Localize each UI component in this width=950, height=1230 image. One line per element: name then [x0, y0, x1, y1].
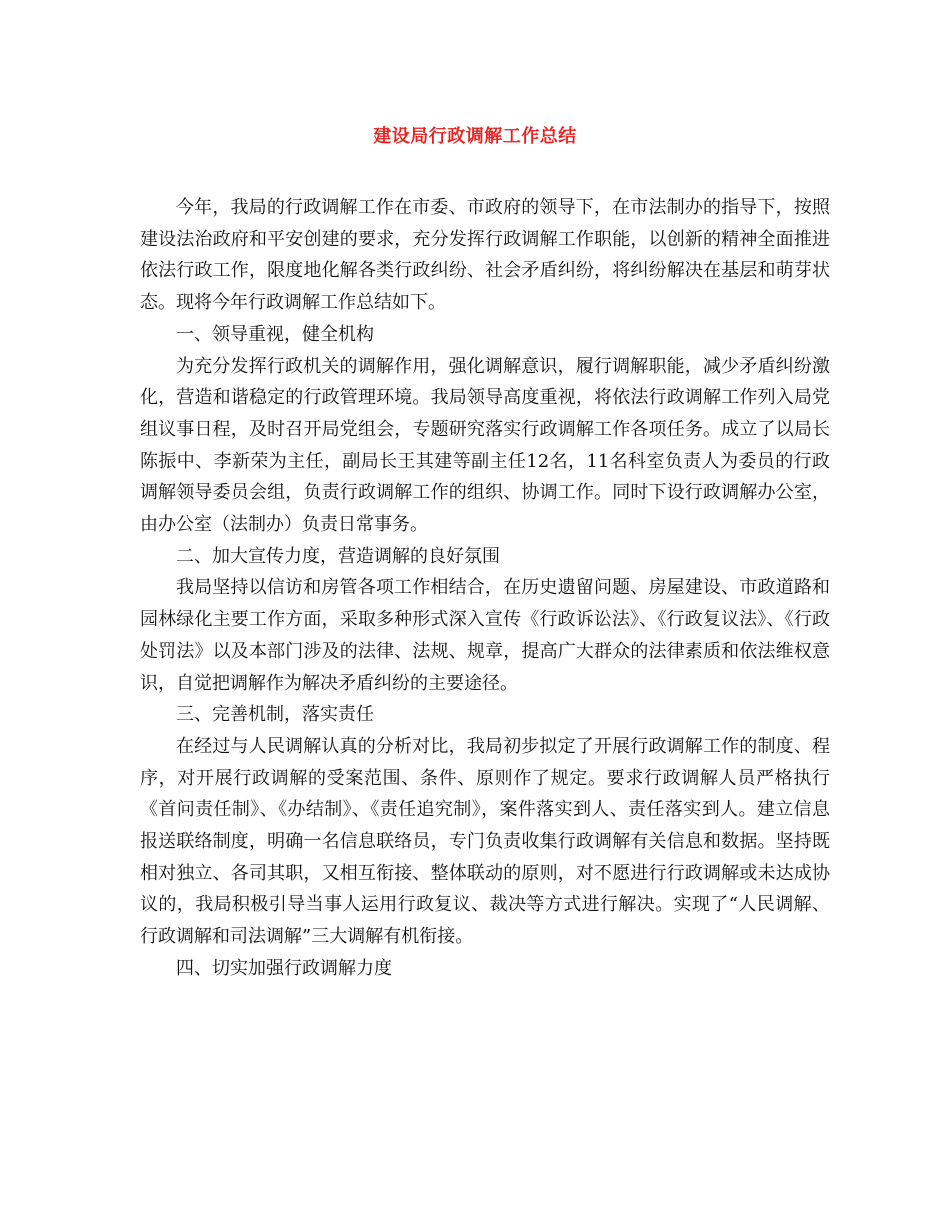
intro-paragraph: 今年，我局的行政调解工作在市委、市政府的领导下，在市法制办的指导下，按照建设法治政府和平安创建的要求，充分发挥行政调解工作职能，以创新的精神全面推进依法行政工作，限度地化解各类行政纠纷、社会矛盾纠纷，将纠纷解决在基层和萌芽状态。现将今年行政调解工作总结如下。 [140, 197, 830, 314]
section-1-paragraph: 为充分发挥行政机关的调解作用，强化调解意识，履行调解职能，减少矛盾纠纷激化，营造和谐稳定的行政管理环境。我局领导高度重视，将依法行政调解工作列入局党组议事日程，及时召开局党组会，专题研究落实行政调解工作各项任务。成立了以局长陈振中、李新荣为主任，副局长王其建等副主任12名，11名科室负责人为委员的行政调解领导委员会组，负责行政调解工作的组织、协调工作。同时下设行政调解办公室，由办公室（法制办）负责日常事务。 [140, 355, 830, 536]
document-title: 建设局行政调解工作总结 [373, 126, 577, 147]
section-2-heading: 二、加大宣传力度，营造调解的良好氛围 [176, 545, 500, 567]
section-3-paragraph: 在经过与人民调解认真的分析对比，我局初步拟定了开展行政调解工作的制度、程序，对开展行政调解的受案范围、条件、原则作了规定。要求行政调解人员严格执行《首问责任制》、《办结制》、《责任追究制》，案件落实到人、责任落实到人。建立信息报送联络制度，明确一名信息联络员，专门负责收集行政调解有关信息和数据。坚持既相对独立、各司其职，又相互衔接、整体联动的原则，对不愿进行行政调解或未达成协议的，我局积极引导当事人运用行政复议、裁决等方式进行解决。实现了“人民调解、行政调解和司法调解”三大调解有机衔接。 [140, 735, 830, 948]
section-4-heading: 四、切实加强行政调解力度 [176, 957, 392, 979]
section-3-heading: 三、完善机制，落实责任 [176, 704, 374, 726]
section-1-heading: 一、领导重视，健全机构 [176, 323, 374, 345]
section-2-paragraph: 我局坚持以信访和房管各项工作相结合，在历史遗留问题、房屋建设、市政道路和园林绿化主要工作方面，采取多种形式深入宣传《行政诉讼法》、《行政复议法》、《行政处罚法》以及本部门涉及的法律、法规、规章，提高广大群众的法律素质和依法维权意识，自觉把调解作为解决矛盾纠纷的主要途径。 [140, 577, 830, 694]
document-body [140, 192, 830, 985]
